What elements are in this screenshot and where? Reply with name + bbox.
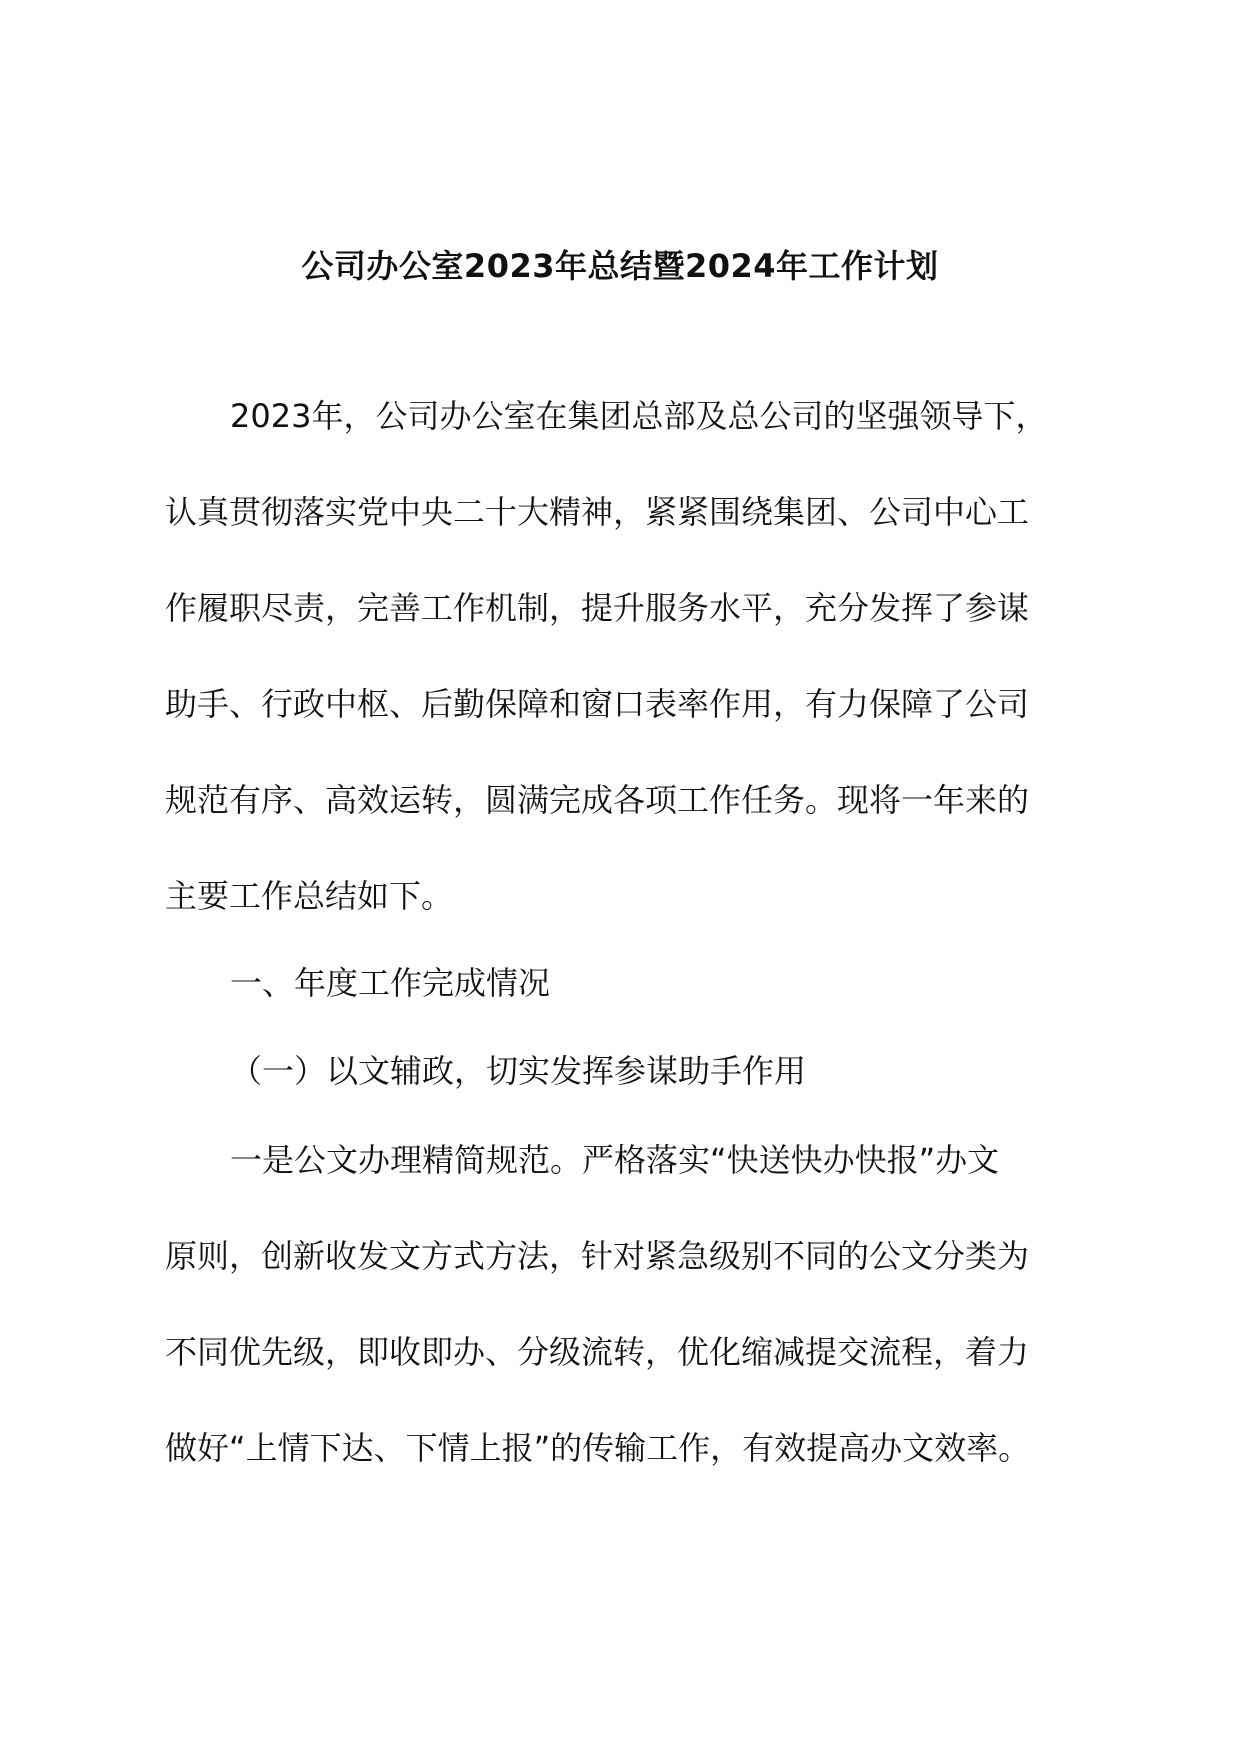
- document-title: 公司办公室2023年总结暨2024年工作计划: [301, 247, 939, 285]
- paragraph-1-line-4: 助手、行政中枢、后勤保障和窗口表率作用，有力保障了公司: [165, 685, 1030, 723]
- paragraph-2-line-3: 不同优先级，即收即办、分级流转，优化缩减提交流程，着力: [165, 1333, 1030, 1371]
- paragraph-1-line-3: 作履职尽责，完善工作机制，提升服务水平，充分发挥了参谋: [165, 589, 1030, 627]
- paragraph-1-line-6: 主要工作总结如下。: [165, 877, 454, 915]
- paragraph-2-line-4: 做好“上情下达、下情上报”的传输工作，有效提高办文效率。: [165, 1429, 1031, 1467]
- paragraph-1-line-1: 2023年，公司办公室在集团总部及总公司的坚强领导下，: [230, 397, 1048, 435]
- paragraph-1-line-2: 认真贯彻落实党中央二十大精神，紧紧围绕集团、公司中心工: [165, 493, 1030, 531]
- subsection-heading-1-1: （一）以文辅政，切实发挥参谋助手作用: [230, 1052, 807, 1090]
- paragraph-2-line-2: 原则，创新收发文方式方法，针对紧急级别不同的公文分类为: [165, 1237, 1030, 1275]
- paragraph-2-line-1: 一是公文办理精简规范。严格落实“快送快办快报”办文: [230, 1141, 1000, 1179]
- paragraph-1-line-5: 规范有序、高效运转，圆满完成各项工作任务。现将一年来的: [165, 781, 1030, 819]
- section-heading-1: 一、年度工作完成情况: [230, 964, 551, 1002]
